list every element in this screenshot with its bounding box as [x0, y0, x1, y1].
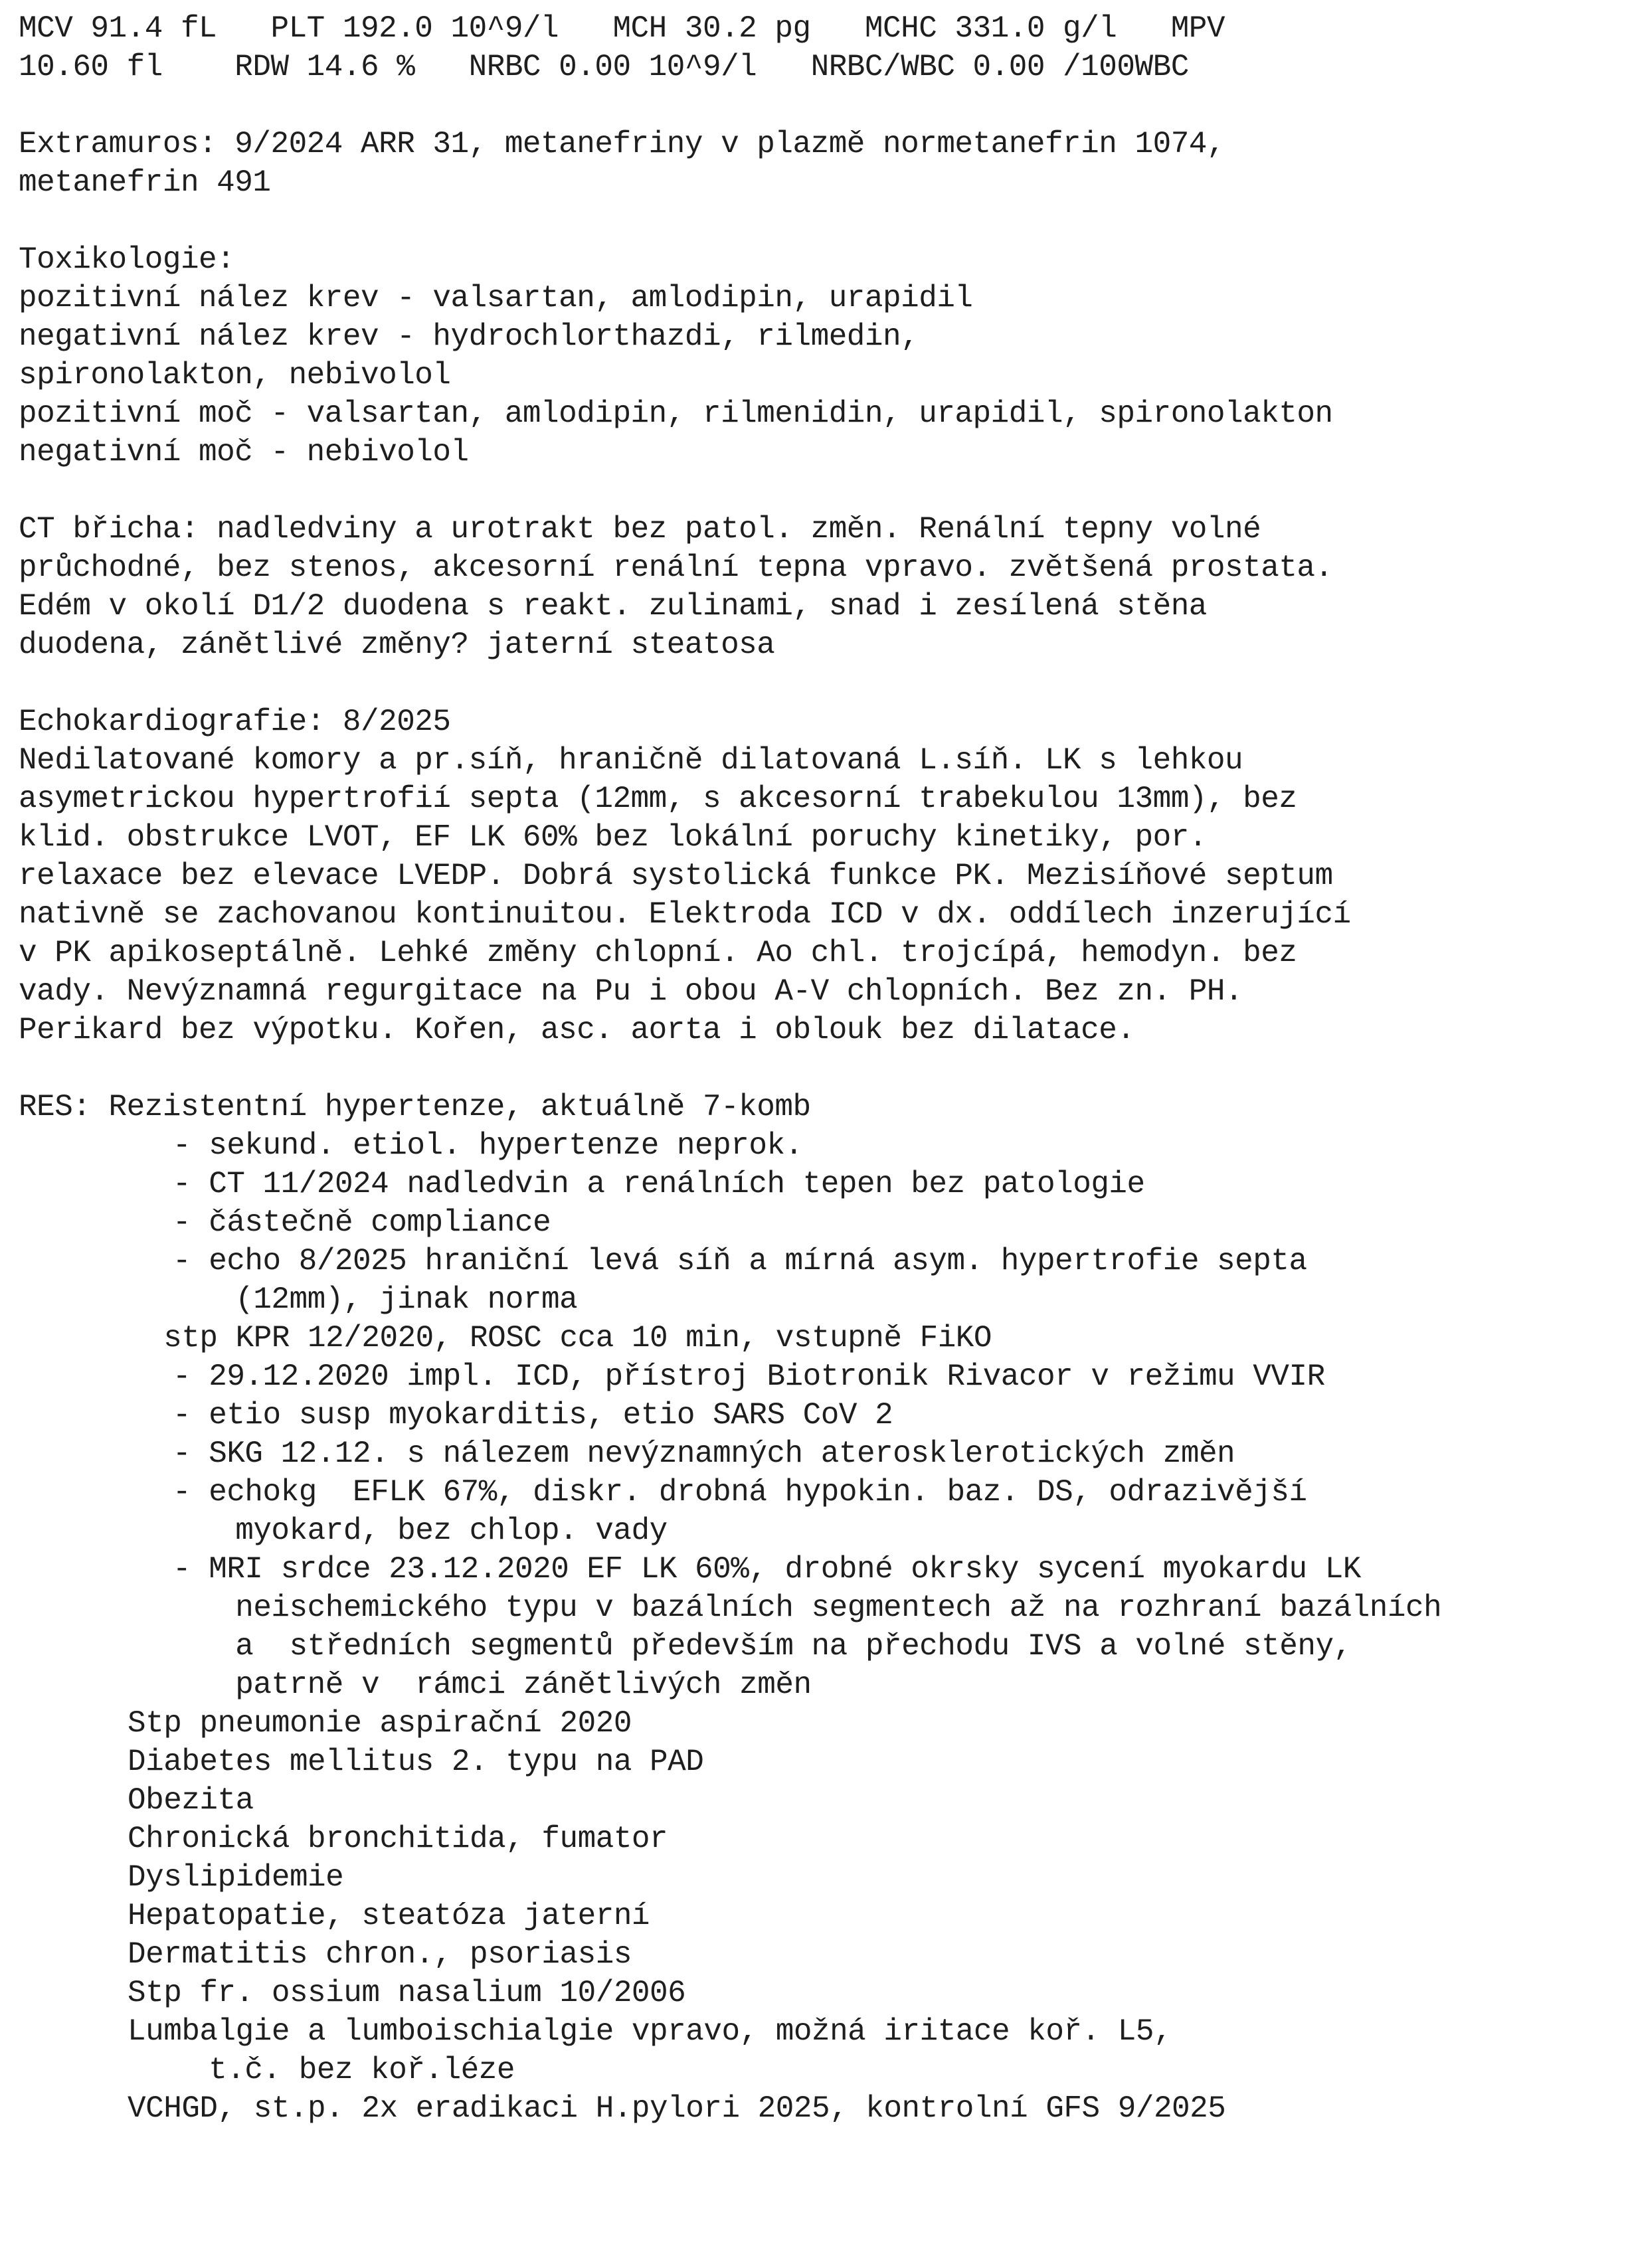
res-line: - MRI srdce 23.12.2020 EF LK 60%, drobné okrsky sycení myokardu LK — [173, 1552, 1361, 1587]
echo-line: Nedilatované komory a pr.síň, hraničně dilatovaná L.síň. LK s lehkou — [19, 743, 1243, 778]
paragraph-gap — [19, 1049, 1613, 1088]
res-line: neischemického typu v bazálních segmentech až na rozhraní bazálních — [199, 1591, 1442, 1625]
res-heading: RES: Rezistentní hypertenze, aktuálně 7-komb — [19, 1090, 811, 1124]
toxikologie-heading: Toxikologie: — [19, 242, 235, 277]
res-line: Stp pneumonie aspirační 2020 — [128, 1706, 632, 1741]
echo-section — [19, 703, 1613, 1049]
res-line: Stp fr. ossium nasalium 10/2006 — [128, 1976, 686, 2010]
res-line: Obezita — [128, 1783, 254, 1818]
res-line: Dyslipidemie — [128, 1860, 344, 1895]
echo-line: asymetrickou hypertrofií septa (12mm, s akcesorní trabekulou 13mm), bez — [19, 782, 1297, 816]
res-line: patrně v rámci zánětlivých změn — [199, 1668, 812, 1702]
echo-line: vady. Nevýznamná regurgitace na Pu i obou A-V chlopních. Bez zn. PH. — [19, 974, 1243, 1009]
res-line: (12mm), jinak norma — [199, 1282, 578, 1317]
toxikologie-line: negativní moč - nebivolol — [19, 435, 469, 470]
echo-heading: Echokardiografie: 8/2025 — [19, 705, 451, 739]
lab-line: MCV 91.4 fL PLT 192.0 10^9/l MCH 30.2 pg MCHC 331.0 g/l MPV — [19, 11, 1225, 46]
echo-line: relaxace bez elevace LVEDP. Dobrá systolická funkce PK. Mezisíňové septum — [19, 859, 1333, 893]
res-line: - částečně compliance — [173, 1205, 551, 1240]
toxikologie-line: spironolakton, nebivolol — [19, 358, 451, 393]
res-line: Hepatopatie, steatóza jaterní — [128, 1899, 650, 1933]
paragraph-gap — [19, 664, 1613, 703]
lab-values — [19, 9, 1613, 86]
res-line: stp KPR 12/2020, ROSC cca 10 min, vstupně FiKO — [128, 1321, 992, 1355]
ct-line: průchodné, bez stenos, akcesorní renální tepna vpravo. zvětšená prostata. — [19, 551, 1333, 585]
res-line: t.č. bez koř.léze — [173, 2053, 515, 2087]
toxikologie-line: pozitivní nález krev - valsartan, amlodipin, urapidil — [19, 281, 973, 315]
paragraph-gap — [19, 86, 1613, 125]
paragraph-gap — [19, 472, 1613, 510]
res-line: Dermatitis chron., psoriasis — [128, 1937, 632, 1972]
ct-line: CT břicha: nadledviny a urotrakt bez patol. změn. Renální tepny volné — [19, 512, 1261, 547]
echo-line: klid. obstrukce LVOT, EF LK 60% bez lokální poruchy kinetiky, por. — [19, 820, 1207, 855]
res-line: Chronická bronchitida, fumator — [128, 1822, 668, 1856]
res-line: - echokg EFLK 67%, diskr. drobná hypokin. baz. DS, odrazivější — [173, 1475, 1307, 1510]
res-line: Lumbalgie a lumboischialgie vpravo, možná iritace koř. L5, — [128, 2014, 1172, 2049]
toxikologie-section — [19, 240, 1613, 472]
extramuros-line: metanefrin 491 — [19, 165, 271, 200]
ct-section — [19, 510, 1613, 664]
res-line: - 29.12.2020 impl. ICD, přístroj Biotronik Rivacor v režimu VVIR — [173, 1359, 1325, 1394]
toxikologie-line: pozitivní moč - valsartan, amlodipin, rilmenidin, urapidil, spironolakton — [19, 396, 1333, 431]
res-section — [19, 1088, 1613, 2128]
paragraph-gap — [19, 202, 1613, 240]
res-line: - etio susp myokarditis, etio SARS CoV 2 — [173, 1398, 893, 1433]
report-text — [19, 9, 1613, 2128]
res-line: a středních segmentů především na přechodu IVS a volné stěny, — [199, 1629, 1352, 1664]
extramuros-section — [19, 125, 1613, 202]
res-line: - CT 11/2024 nadledvin a renálních tepen bez patologie — [173, 1167, 1145, 1201]
toxikologie-line: negativní nález krev - hydrochlorthazdi, rilmedin, — [19, 319, 919, 354]
lab-line: 10.60 fl RDW 14.6 % NRBC 0.00 10^9/l NRBC/WBC 0.00 /100WBC — [19, 50, 1189, 84]
res-line: - SKG 12.12. s nálezem nevýznamných aterosklerotických změn — [173, 1437, 1235, 1471]
ct-line: duodena, zánětlivé změny? jaterní steatosa — [19, 628, 775, 662]
res-line: Diabetes mellitus 2. typu na PAD — [128, 1745, 704, 1779]
res-line: myokard, bez chlop. vady — [199, 1514, 668, 1548]
res-line: - sekund. etiol. hypertenze neprok. — [173, 1128, 803, 1163]
echo-line: v PK apikoseptálně. Lehké změny chlopní. Ao chl. trojcípá, hemodyn. bez — [19, 936, 1297, 970]
extramuros-line: Extramuros: 9/2024 ARR 31, metanefriny v plazmě normetanefrin 1074, — [19, 127, 1225, 161]
res-line: - echo 8/2025 hraniční levá síň a mírná asym. hypertrofie septa — [173, 1244, 1307, 1278]
echo-line: Perikard bez výpotku. Kořen, asc. aorta i oblouk bez dilatace. — [19, 1013, 1135, 1047]
echo-line: nativně se zachovanou kontinuitou. Elektroda ICD v dx. oddílech inzerující — [19, 897, 1351, 932]
res-line: VCHGD, st.p. 2x eradikaci H.pylori 2025, kontrolní GFS 9/2025 — [128, 2091, 1226, 2126]
ct-line: Edém v okolí D1/2 duodena s reakt. zulinami, snad i zesílená stěna — [19, 589, 1207, 624]
